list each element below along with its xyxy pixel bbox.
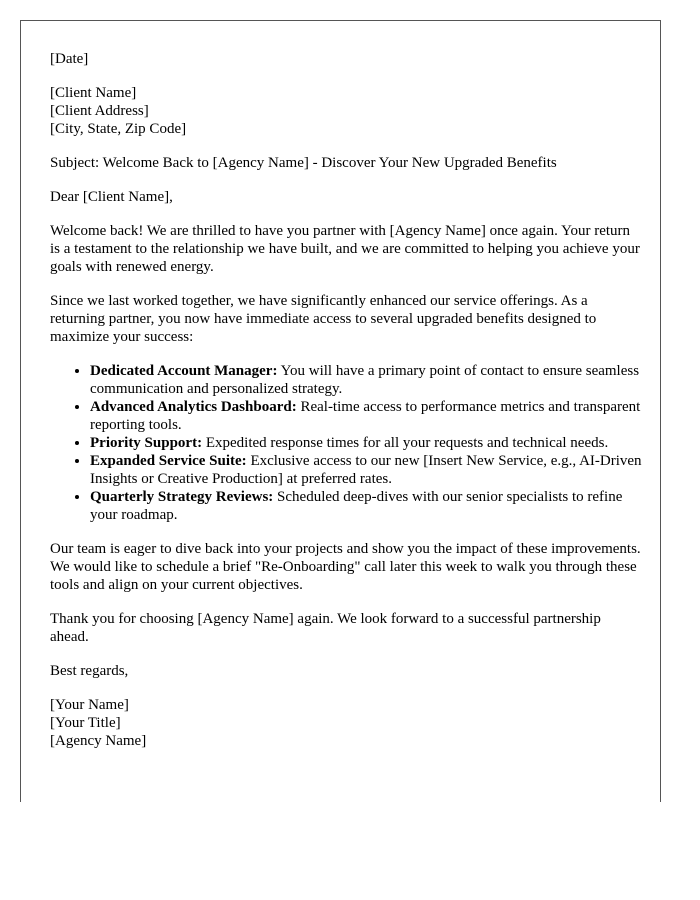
benefit-title: Priority Support: bbox=[90, 435, 203, 451]
benefit-title: Dedicated Account Manager: bbox=[90, 363, 278, 379]
signature-title: [Your Title] bbox=[50, 715, 121, 731]
recipient-name: [Client Name] bbox=[50, 85, 137, 101]
signature-name: [Your Name] bbox=[50, 697, 129, 713]
benefit-item bbox=[90, 362, 642, 398]
recipient-address: [Client Address] bbox=[50, 103, 149, 119]
benefit-item bbox=[90, 452, 642, 488]
letter-page bbox=[20, 20, 661, 802]
recipient-block bbox=[50, 84, 642, 138]
benefit-text: Real-time access to performance metrics and transparent reporting tools. bbox=[90, 399, 641, 433]
benefit-title: Advanced Analytics Dashboard: bbox=[90, 399, 297, 415]
signature-block bbox=[50, 696, 642, 750]
benefit-item bbox=[90, 488, 642, 524]
benefit-item bbox=[90, 434, 642, 452]
benefit-text: Scheduled deep-dives with our senior specialists to refine your roadmap. bbox=[90, 489, 623, 523]
letter-paragraph-welcome: Welcome back! We are thrilled to have you partner with [Agency Name] once again. Your return is a testament to the relationship we have built, and we are committed to helping you achieve your goals with renewed energy. bbox=[50, 223, 640, 275]
benefit-title: Expanded Service Suite: bbox=[90, 453, 247, 469]
signature-agency: [Agency Name] bbox=[50, 733, 147, 749]
letter-salutation: Dear [Client Name], bbox=[50, 189, 173, 205]
letter-paragraph-thanks: Thank you for choosing [Agency Name] again. We look forward to a successful partnership ahead. bbox=[50, 611, 601, 645]
benefit-text: You will have a primary point of contact to ensure seamless communication and personalized strategy. bbox=[90, 363, 640, 397]
letter-date: [Date] bbox=[50, 51, 89, 67]
benefit-text: Expedited response times for all your requests and technical needs. bbox=[202, 435, 609, 451]
benefits-list bbox=[50, 362, 642, 524]
benefit-text: Exclusive access to our new [Insert New Service, e.g., AI-Driven Insights or Creative Production] at preferred rates. bbox=[90, 453, 642, 487]
letter-content bbox=[50, 50, 642, 766]
letter-subject: Subject: Welcome Back to [Agency Name] - Discover Your New Upgraded Benefits bbox=[50, 155, 557, 171]
recipient-city-state-zip: [City, State, Zip Code] bbox=[50, 121, 187, 137]
letter-closing: Best regards, bbox=[50, 663, 129, 679]
benefit-title: Quarterly Strategy Reviews: bbox=[90, 489, 274, 505]
letter-paragraph-enhancements: Since we last worked together, we have significantly enhanced our service offerings. As a returning partner, you now have immediate access to several upgraded benefits designed to maximize your success: bbox=[50, 293, 597, 345]
benefit-item bbox=[90, 398, 642, 434]
letter-paragraph-reonboarding: Our team is eager to dive back into your projects and show you the impact of these improvements. We would like to schedule a brief "Re-Onboarding" call later this week to walk you through these tools and align on your current objectives. bbox=[50, 541, 641, 593]
